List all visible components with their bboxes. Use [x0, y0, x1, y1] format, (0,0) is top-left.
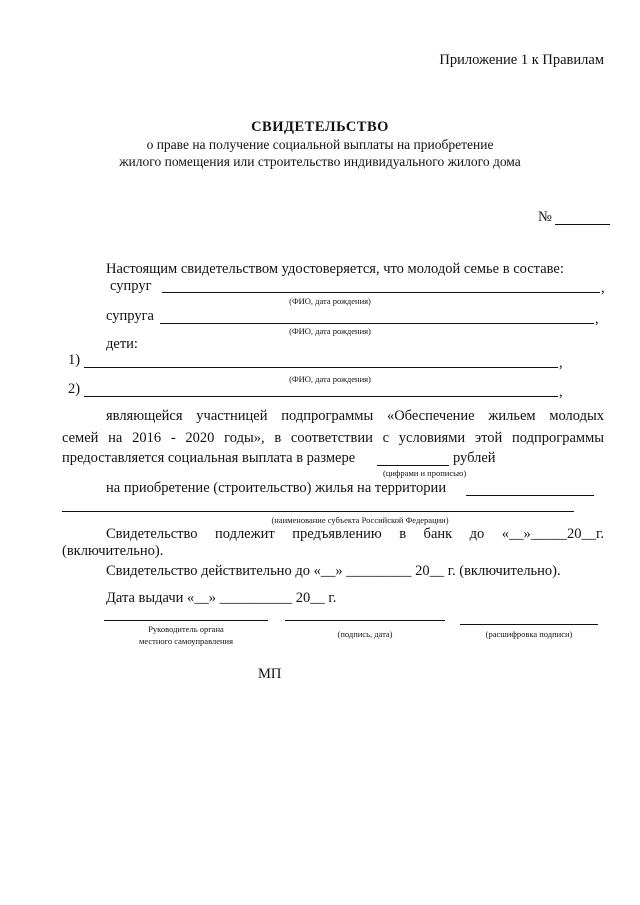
husband-label: супруг — [110, 278, 152, 294]
region-field-line-1 — [466, 495, 594, 496]
amount-caption: (цифрами и прописью) — [383, 468, 467, 478]
head-caption-line-2: местного самоуправления — [139, 636, 233, 646]
number-label: № — [538, 209, 552, 225]
decode-line — [460, 624, 598, 625]
sign-date-caption: (подпись, дата) — [337, 629, 393, 639]
body-line-3: предоставляется социальная выплата в размере — [62, 450, 356, 466]
child-2-comma: , — [559, 384, 563, 400]
bank-deadline-line: Свидетельство подлежит предъявлению в банк до «__»_____20__г. — [106, 526, 604, 542]
bank-deadline-inclusive: (включительно). — [62, 543, 164, 559]
child-2-field-line — [84, 396, 558, 397]
document-subtitle-line-1: о праве на получение социальной выплаты на приобретение — [146, 137, 494, 152]
stamp-place: МП — [258, 666, 282, 682]
roubles-label: рублей — [453, 450, 496, 466]
child-1-label: 1) — [68, 352, 81, 368]
wife-comma: , — [595, 311, 599, 327]
husband-comma: , — [601, 280, 605, 296]
husband-fio-caption: (ФИО, дата рождения) — [289, 296, 371, 306]
children-label: дети: — [106, 336, 138, 352]
child-1-field-line — [84, 367, 558, 368]
region-caption: (наименование субъекта Российской Федерации) — [271, 515, 449, 525]
body-line-1: являющейся участницей подпрограммы «Обеспечение жильем молодых — [106, 408, 604, 424]
child-2-label: 2) — [68, 381, 81, 397]
head-caption-line-1: Руководитель органа — [148, 624, 224, 634]
appendix-reference: Приложение 1 к Правилам — [439, 52, 604, 68]
head-signature-line — [104, 620, 268, 621]
body-line-4: на приобретение (строительство) жилья на территории — [106, 480, 447, 496]
valid-until-line: Свидетельство действительно до «__» _________ 20__ г. (включительно). — [106, 563, 561, 579]
wife-fio-caption: (ФИО, дата рождения) — [289, 326, 371, 336]
number-field-line — [555, 224, 610, 225]
decode-caption: (расшифровка подписи) — [485, 629, 573, 639]
body-line-2: семей на 2016 - 2020 годы», в соответствии с условиями этой подпрограммы — [62, 430, 604, 446]
document-subtitle-line-2: жилого помещения или строительство индивидуального жилого дома — [119, 154, 521, 169]
child-1-fio-caption: (ФИО, дата рождения) — [289, 374, 371, 384]
wife-field-line — [160, 323, 594, 324]
sign-date-line — [285, 620, 445, 621]
wife-label: супруга — [106, 308, 154, 324]
document-title: СВИДЕТЕЛЬСТВО — [251, 119, 389, 135]
husband-field-line — [162, 292, 600, 293]
child-1-comma: , — [559, 355, 563, 371]
amount-field-line — [377, 465, 449, 466]
issue-date-line: Дата выдачи «__» __________ 20__ г. — [106, 590, 337, 606]
region-field-line-2 — [62, 511, 574, 512]
intro-text: Настоящим свидетельством удостоверяется, что молодой семье в составе: — [106, 261, 564, 277]
